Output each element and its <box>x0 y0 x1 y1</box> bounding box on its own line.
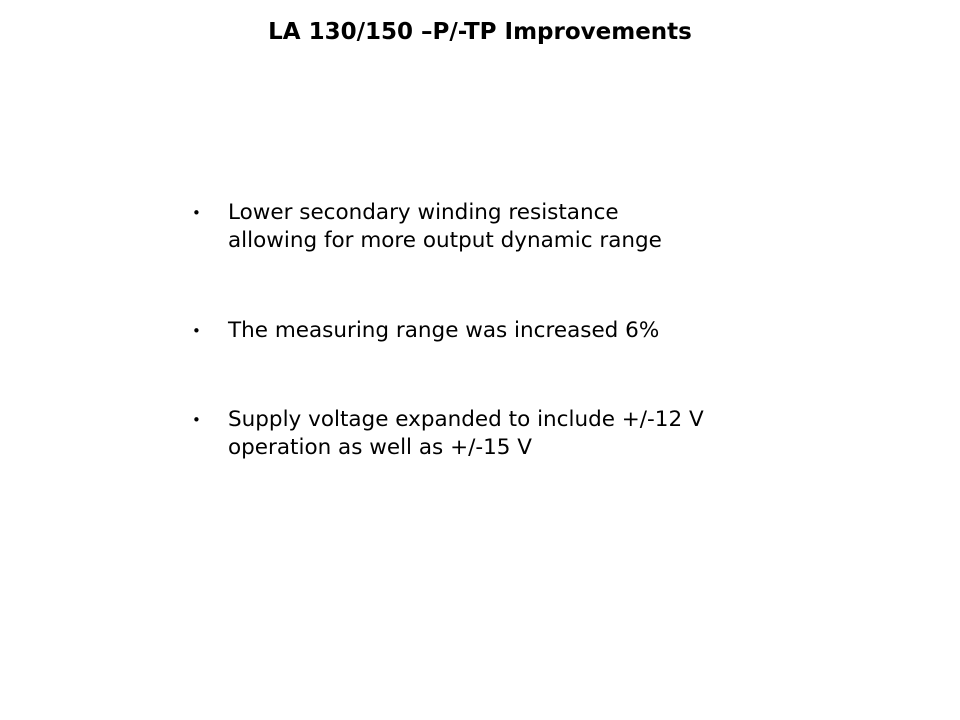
bullet-icon: • <box>192 322 201 340</box>
bullet-text-line: allowing for more output dynamic range <box>228 228 662 253</box>
slide-title: LA 130/150 –P/-TP Improvements <box>268 19 692 45</box>
bullet-text-line: Lower secondary winding resistance <box>228 200 619 225</box>
bullet-text-line: operation as well as +/-15 V <box>228 435 532 460</box>
bullet-text-line: The measuring range was increased 6% <box>228 318 660 343</box>
bullet-icon: • <box>192 204 201 222</box>
bullet-item-winding-resistance <box>190 199 810 255</box>
bullet-icon: • <box>192 411 201 429</box>
bullet-item-supply-voltage <box>190 406 810 462</box>
bullet-item-measuring-range <box>190 317 810 345</box>
bullet-text-line: Supply voltage expanded to include +/-12 V <box>228 407 704 432</box>
